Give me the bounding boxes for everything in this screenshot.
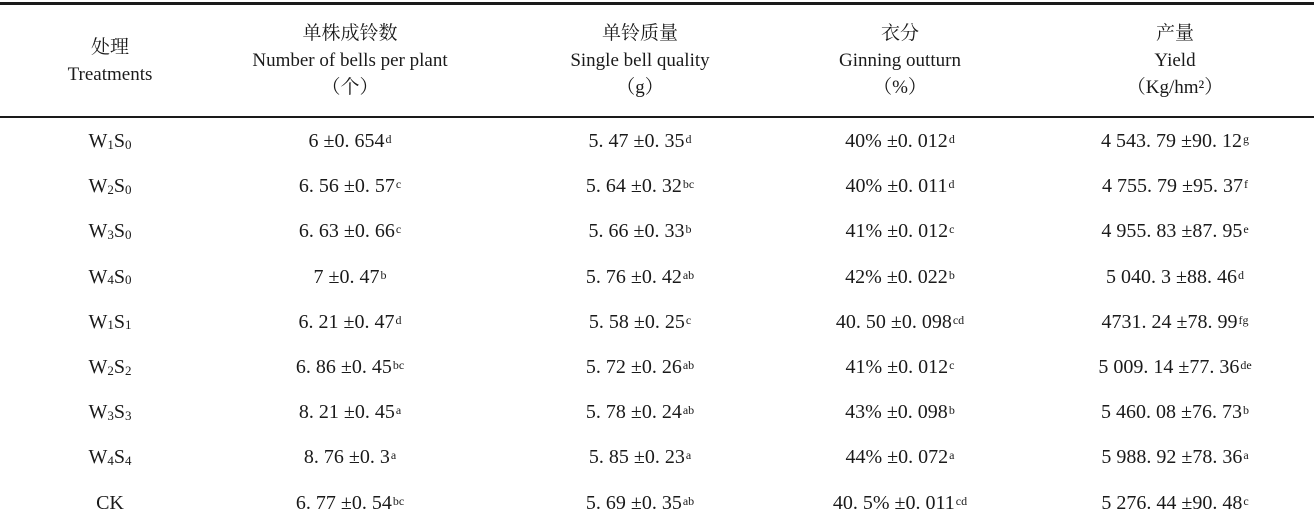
treatment-label: W — [88, 265, 108, 288]
cell-value: 5. 85 ±0. 23 — [588, 446, 685, 469]
significance-letter: b — [685, 222, 692, 237]
header-label: Number of bells per plant — [252, 50, 448, 71]
cell-value: 5 009. 14 ±77. 36 — [1098, 356, 1240, 379]
header-label: Single bell quality — [570, 50, 710, 71]
cell-value: 5 040. 3 ±88. 46 — [1106, 265, 1237, 288]
significance-letter: d — [948, 132, 955, 147]
cell-value: 40% ±0. 011 — [845, 175, 948, 198]
table-row — [0, 255, 1314, 300]
cell-value: 8. 21 ±0. 45 — [298, 401, 395, 424]
header-unit: （Kg/hm²） — [1126, 77, 1224, 98]
bells-per-plant-cell — [200, 435, 500, 480]
treatment-subscript: 0 — [125, 136, 132, 152]
cell-value: 5. 58 ±0. 25 — [588, 310, 685, 333]
table-header-rule — [0, 116, 1314, 118]
cell-value: 5 460. 08 ±76. 73 — [1101, 401, 1242, 424]
treatment-label: S — [113, 310, 125, 333]
header-label: Ginning outturn — [839, 50, 961, 71]
cell-value: 44% ±0. 072 — [845, 446, 949, 469]
ginning-outturn-cell — [780, 119, 1020, 164]
treatment-label: S — [113, 401, 125, 424]
table-row — [0, 209, 1314, 254]
cell-value: 40% ±0. 012 — [845, 130, 948, 153]
header-unit: （g） — [616, 77, 664, 98]
header-ginning-outturn — [780, 5, 1020, 116]
header-label: 处理 — [90, 36, 129, 58]
treatment-subscript: 4 — [107, 272, 114, 288]
cell-value: 42% ±0. 022 — [845, 265, 948, 288]
significance-letter: c — [949, 358, 955, 373]
single-bell-quality-cell — [510, 481, 770, 526]
table-row — [0, 119, 1314, 164]
cell-value: 40. 5% ±0. 011 — [832, 491, 955, 514]
yield-cell — [1040, 345, 1310, 390]
significance-letter: d — [948, 177, 955, 192]
treatment-label: S — [113, 446, 125, 469]
treatment-subscript: 2 — [107, 362, 114, 378]
treatment-label: W — [88, 446, 108, 469]
cell-value: 41% ±0. 012 — [845, 220, 949, 243]
yield-cell — [1040, 300, 1310, 345]
table-row — [0, 345, 1314, 390]
header-treatments — [40, 5, 180, 116]
treatment-label: W — [88, 310, 108, 333]
treatment-label: W — [88, 175, 108, 198]
significance-letter: ab — [682, 358, 695, 373]
table-row — [0, 390, 1314, 435]
treatment-subscript: 0 — [125, 226, 132, 242]
ginning-outturn-cell — [780, 300, 1020, 345]
significance-letter: bc — [392, 358, 405, 373]
cell-value: 6. 63 ±0. 66 — [298, 220, 395, 243]
cell-value: 41% ±0. 012 — [845, 356, 949, 379]
single-bell-quality-cell — [510, 390, 770, 435]
ginning-outturn-cell — [780, 255, 1020, 300]
cell-value: 5. 78 ±0. 24 — [585, 401, 682, 424]
yield-cell — [1040, 209, 1310, 254]
treatment-subscript: 1 — [107, 136, 114, 152]
cell-value: 6. 86 ±0. 45 — [295, 356, 392, 379]
ginning-outturn-cell — [780, 390, 1020, 435]
significance-letter: b — [380, 267, 387, 282]
treatment-cell — [40, 435, 180, 480]
yield-cell — [1040, 164, 1310, 209]
yield-cell — [1040, 435, 1310, 480]
table-body — [0, 119, 1314, 526]
single-bell-quality-cell — [510, 119, 770, 164]
treatment-label: W — [88, 130, 108, 153]
significance-letter: fg — [1238, 312, 1249, 327]
significance-letter: d — [685, 132, 692, 147]
treatment-subscript: 1 — [125, 317, 132, 333]
single-bell-quality-cell — [510, 209, 770, 254]
cell-value: 6 ±0. 654 — [308, 130, 385, 153]
significance-letter: b — [948, 403, 955, 418]
yield-cell — [1040, 255, 1310, 300]
header-yield — [1040, 5, 1310, 116]
header-unit: （%） — [873, 77, 927, 98]
treatment-cell — [40, 345, 180, 390]
treatment-subscript: 3 — [107, 226, 114, 242]
ginning-outturn-cell — [780, 345, 1020, 390]
ginning-outturn-cell — [780, 481, 1020, 526]
treatment-label: S — [113, 356, 125, 379]
significance-letter: c — [685, 312, 692, 327]
significance-letter: de — [1240, 358, 1252, 373]
cell-value: 40. 50 ±0. 098 — [835, 310, 952, 333]
table-row — [0, 481, 1314, 526]
treatment-subscript: 2 — [125, 362, 132, 378]
significance-letter: d — [385, 132, 392, 147]
significance-letter: a — [395, 403, 402, 418]
bells-per-plant-cell — [200, 300, 500, 345]
cell-value: 43% ±0. 098 — [845, 401, 948, 424]
cell-value: 7 ±0. 47 — [313, 265, 380, 288]
cell-value: 4731. 24 ±78. 99 — [1101, 310, 1238, 333]
significance-letter: cd — [955, 493, 968, 508]
bells-per-plant-cell — [200, 481, 500, 526]
cell-value: 5. 72 ±0. 26 — [585, 356, 682, 379]
header-label: Treatments — [67, 63, 153, 85]
treatment-subscript: 1 — [107, 317, 114, 333]
treatment-label: S — [113, 175, 125, 198]
table-row — [0, 300, 1314, 345]
significance-letter: c — [1243, 493, 1249, 508]
treatment-subscript: 3 — [125, 407, 132, 423]
treatment-subscript: 3 — [107, 407, 114, 423]
significance-letter: g — [1242, 132, 1249, 147]
yield-cell — [1040, 390, 1310, 435]
cell-value: 4 755. 79 ±95. 37 — [1102, 175, 1243, 198]
bells-per-plant-cell — [200, 255, 500, 300]
significance-letter: a — [1243, 448, 1249, 463]
bells-per-plant-cell — [200, 390, 500, 435]
treatment-subscript: 2 — [107, 181, 114, 197]
yield-cell — [1040, 481, 1310, 526]
cell-value: 5. 64 ±0. 32 — [585, 175, 682, 198]
significance-letter: ab — [682, 267, 695, 282]
cell-value: 5. 76 ±0. 42 — [585, 265, 682, 288]
significance-letter: a — [390, 448, 397, 463]
significance-letter: a — [949, 448, 955, 463]
ginning-outturn-cell — [780, 209, 1020, 254]
significance-letter: bc — [682, 177, 695, 192]
single-bell-quality-cell — [510, 255, 770, 300]
significance-letter: ab — [682, 493, 695, 508]
treatment-label: S — [113, 220, 125, 243]
cell-value: 4 543. 79 ±90. 12 — [1101, 130, 1242, 153]
significance-letter: bc — [392, 493, 405, 508]
table-row — [0, 435, 1314, 480]
header-unit: （个） — [321, 77, 379, 98]
treatment-cell — [40, 255, 180, 300]
significance-letter: cd — [952, 312, 965, 327]
cell-value: 6. 21 ±0. 47 — [298, 310, 395, 333]
bells-per-plant-cell — [200, 164, 500, 209]
cell-value: 8. 76 ±0. 3 — [303, 446, 390, 469]
header-label: 单铃质量 — [601, 23, 678, 44]
significance-letter: c — [395, 222, 402, 237]
treatment-subscript: 4 — [125, 452, 132, 468]
cell-value: 5. 69 ±0. 35 — [585, 491, 682, 514]
treatment-cell — [40, 209, 180, 254]
treatment-cell — [40, 481, 180, 526]
cell-value: 5. 47 ±0. 35 — [588, 130, 685, 153]
treatment-label: CK — [96, 491, 124, 514]
treatment-label: W — [88, 220, 108, 243]
header-bells-per-plant — [200, 5, 500, 116]
treatment-cell — [40, 119, 180, 164]
treatment-label: W — [88, 401, 108, 424]
table-header — [0, 5, 1314, 116]
table-row — [0, 164, 1314, 209]
significance-letter: c — [395, 177, 402, 192]
single-bell-quality-cell — [510, 435, 770, 480]
significance-letter: d — [1237, 267, 1244, 282]
header-label: 产量 — [1155, 23, 1194, 44]
significance-letter: a — [685, 448, 692, 463]
cell-value: 6. 77 ±0. 54 — [295, 491, 392, 514]
yield-cell — [1040, 119, 1310, 164]
treatment-subscript: 0 — [125, 272, 132, 288]
single-bell-quality-cell — [510, 164, 770, 209]
single-bell-quality-cell — [510, 300, 770, 345]
header-label: Yield — [1154, 50, 1196, 71]
bells-per-plant-cell — [200, 209, 500, 254]
significance-letter: ab — [682, 403, 695, 418]
treatment-label: S — [113, 265, 125, 288]
treatment-subscript: 4 — [107, 452, 114, 468]
treatment-cell — [40, 164, 180, 209]
treatment-subscript: 0 — [125, 181, 132, 197]
treatment-cell — [40, 300, 180, 345]
significance-letter: b — [1242, 403, 1249, 418]
single-bell-quality-cell — [510, 345, 770, 390]
header-single-bell-quality — [510, 5, 770, 116]
cell-value: 5. 66 ±0. 33 — [588, 220, 685, 243]
bells-per-plant-cell — [200, 119, 500, 164]
treatment-cell — [40, 390, 180, 435]
bells-per-plant-cell — [200, 345, 500, 390]
cell-value: 6. 56 ±0. 57 — [298, 175, 395, 198]
ginning-outturn-cell — [780, 164, 1020, 209]
header-label: 衣分 — [880, 23, 919, 44]
significance-letter: b — [948, 267, 955, 282]
treatment-label: S — [113, 130, 125, 153]
cell-value: 4 955. 83 ±87. 95 — [1101, 220, 1243, 243]
significance-letter: d — [395, 312, 402, 327]
significance-letter: e — [1243, 222, 1249, 237]
cell-value: 5 276. 44 ±90. 48 — [1101, 491, 1243, 514]
header-label: 单株成铃数 — [302, 23, 398, 44]
ginning-outturn-cell — [780, 435, 1020, 480]
treatment-label: W — [88, 356, 108, 379]
significance-letter: f — [1243, 177, 1248, 192]
significance-letter: c — [949, 222, 955, 237]
cell-value: 5 988. 92 ±78. 36 — [1101, 446, 1243, 469]
